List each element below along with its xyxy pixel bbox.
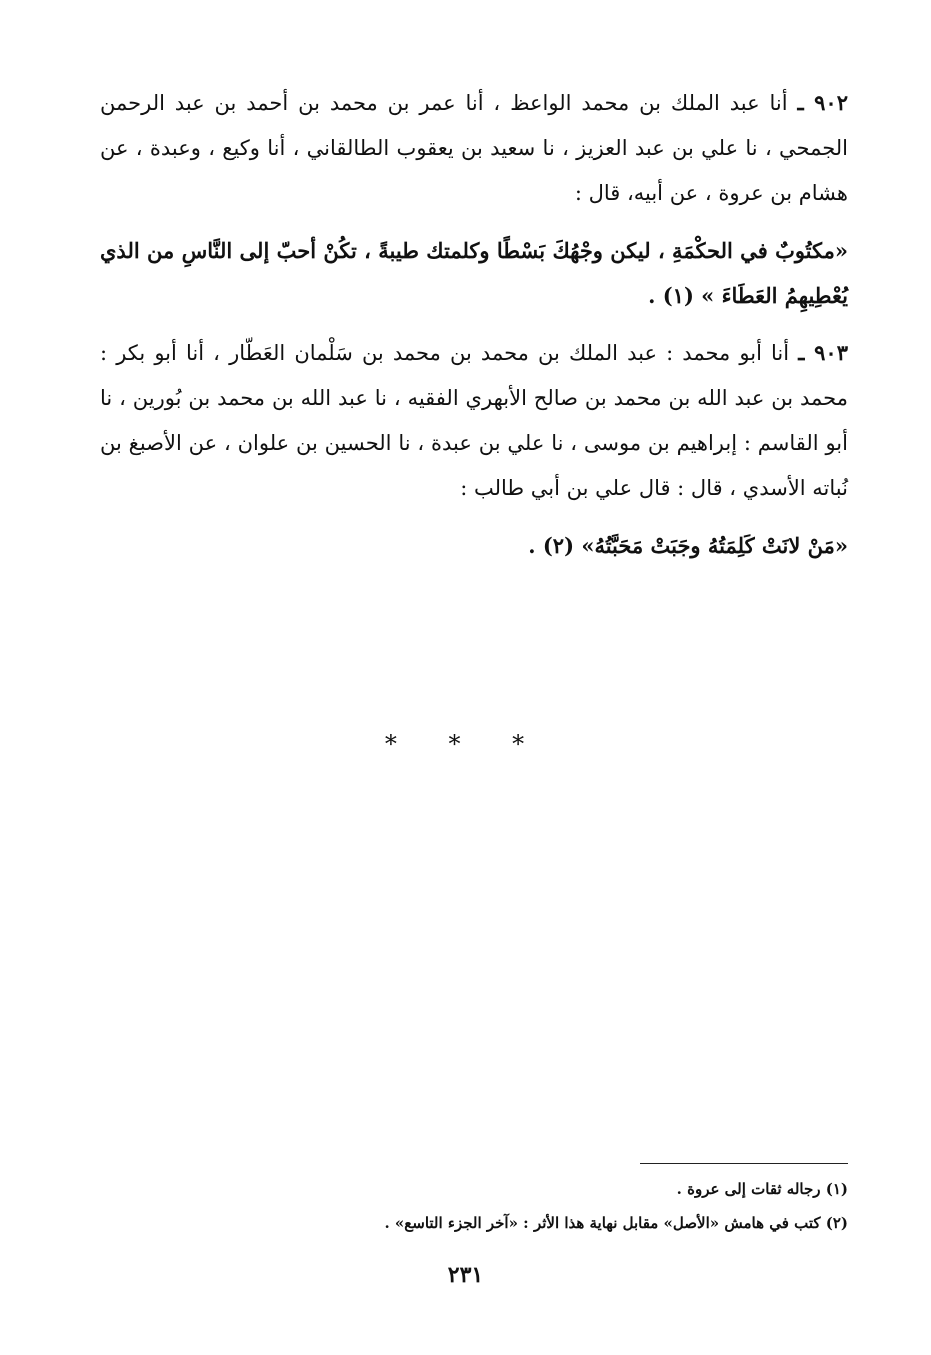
hadith-isnad: أنا أبو محمد : عبد الملك بن محمد بن محمد بن سَلْمان العَطّار ، أنا أبو بكر : محمد بن عبد الله بن محمد بن صالح الأبهري الفقيه ، نا عبد الله بن محمد بن بُورين ، نا أبو القاسم : إبراهيم بن موسى ، نا علي بن عبدة ، نا الحسين بن علوان ، عن الأصبغ بن نُباته الأسدي ، قال : قال علي بن أبي طالب : xyxy=(100,341,848,500)
section-separator: * * * xyxy=(384,730,547,758)
footnote-1: (١) رجاله ثقات إلى عروة . xyxy=(676,1180,848,1198)
hadith-matn: «مكتُوبٌ في الحكْمَةِ ، ليكن وجْهُكَ بَسْطًا وكلمتك طيبةً ، تكُنْ أحبّ إلى النَّاسِ من الذي يُعْطِيهِمُ العَطَاءَ » (١) . xyxy=(100,238,848,308)
hadith-number: ٩٠٣ ـ xyxy=(798,340,848,365)
hadith-matn: «مَنْ لانَتْ كَلِمَتُهُ وجَبَتْ مَحَبَّتُهُ» (٢) . xyxy=(528,533,848,558)
hadith-902 xyxy=(100,80,848,216)
hadith-903 xyxy=(100,330,848,511)
page-number: ٢٣١ xyxy=(447,1262,484,1288)
main-text xyxy=(100,80,848,580)
hadith-number: ٩٠٢ ـ xyxy=(797,90,848,115)
footnotes xyxy=(280,1172,848,1240)
footnote-2: (٢) كتب في هامش «الأصل» مقابل نهاية هذا الأثر : «آخر الجزء التاسع» . xyxy=(384,1214,848,1232)
hadith-isnad: أنا عبد الملك بن محمد الواعظ ، أنا عمر بن محمد بن أحمد بن عبد الرحمن الجمحي ، نا علي بن عبد العزيز ، نا سعيد بن يعقوب الطالقاني ، أنا وكيع ، وعبدة ، عن هشام بن عروة ، عن أبيه، قال : xyxy=(100,91,848,205)
footnote-rule xyxy=(640,1163,848,1164)
